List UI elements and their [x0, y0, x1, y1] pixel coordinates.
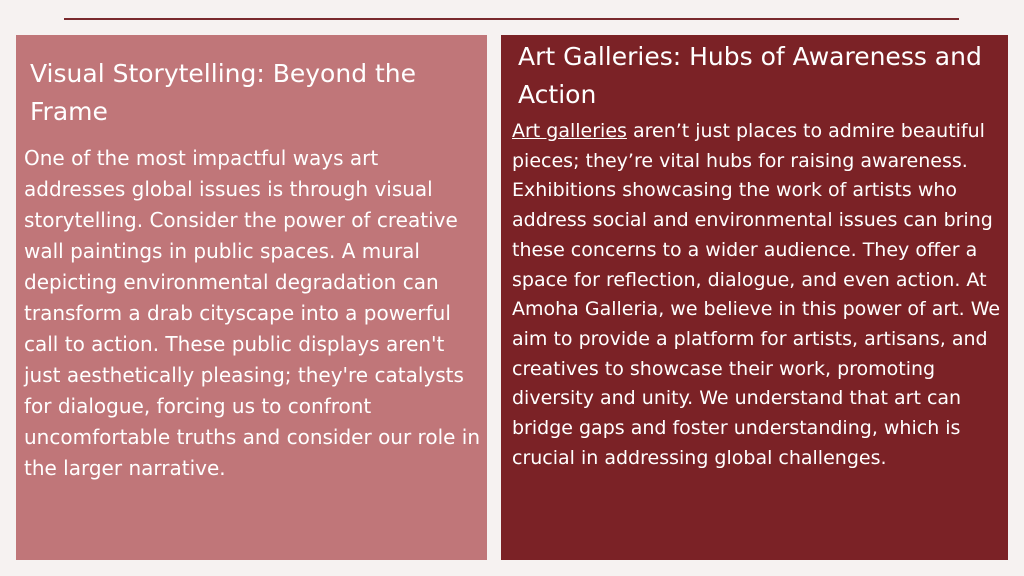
left-panel-body: One of the most impactful ways art addresses global issues is through visual storytelling. Consider the power of creative wall paintings in public spaces. A mural depicting environmental degradation can transform a drab cityscape into a powerful call to action. These public displays aren't just aesthetically pleasing; they're catalysts for dialogue, forcing us to confront uncomfortable truths and consider our role in the larger narrative.	[24, 146, 481, 480]
right-panel-body-text: aren’t just places to admire beautiful pieces; they’re vital hubs for raising awareness. Exhibitions showcasing the work of artists who address social and environmental issues can bring these concerns to a wider audience. They offer a space for reflection, dialogue, and even action. At Amoha Galleria, we believe in this power of art. We aim to provide a platform for artists, artisans, and creatives to showcase their work, promoting diversity and unity. We understand that art can bridge gaps and foster understanding, which is crucial in addressing global challenges.	[512, 120, 1001, 469]
left-panel-heading: Visual Storytelling: Beyond the Frame	[30, 59, 417, 126]
art-galleries-link[interactable]: Art galleries	[512, 120, 627, 142]
right-panel-heading: Art Galleries: Hubs of Awareness and Action	[518, 42, 982, 109]
right-panel	[501, 35, 1008, 560]
top-divider	[64, 18, 959, 20]
right-panel-body	[512, 117, 1004, 473]
left-panel	[16, 35, 487, 560]
